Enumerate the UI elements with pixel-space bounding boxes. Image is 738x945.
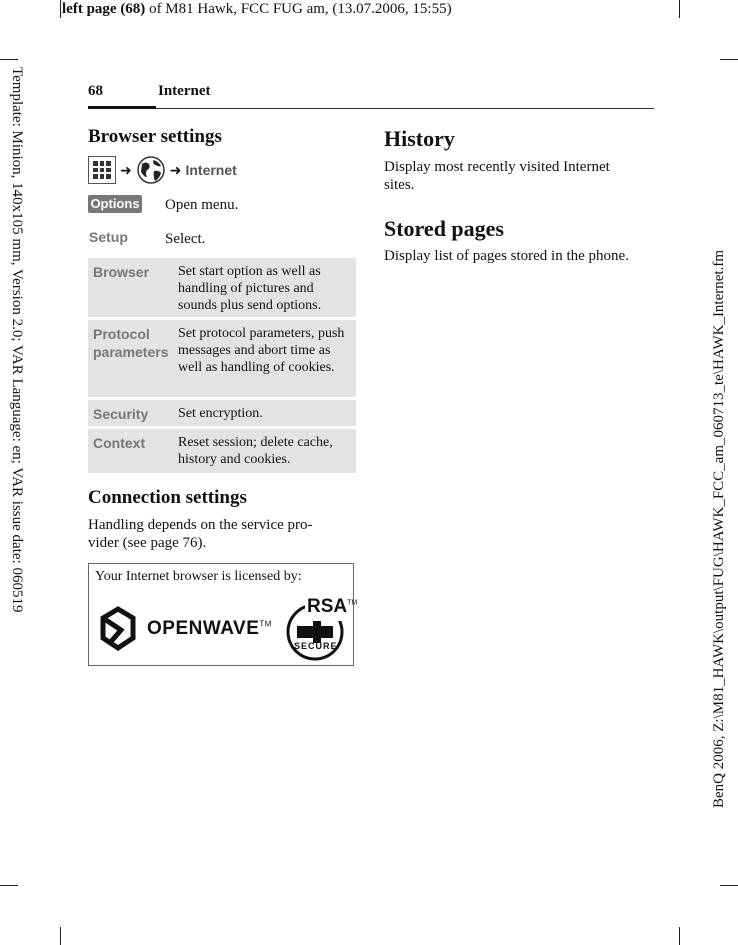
history-heading: History	[384, 126, 455, 151]
page-title: Internet	[158, 83, 211, 99]
crop-mark	[0, 59, 18, 60]
setup-description: Select.	[165, 231, 206, 247]
menu-path	[88, 154, 237, 186]
table-row	[88, 429, 356, 476]
row-description: Set start option as well as handling of pictures and sounds plus send options.	[178, 264, 322, 313]
print-header-info: of M81 Hawk, FCC FUG am, (13.07.2006, 15:55)	[145, 1, 452, 17]
menu-grid-icon	[88, 156, 116, 184]
table-row	[88, 400, 356, 429]
row-description: Reset session; delete cache, history and cookies.	[178, 435, 333, 467]
license-box	[88, 563, 358, 666]
options-description: Open menu.	[165, 197, 239, 213]
crop-mark	[0, 885, 18, 886]
row-label: Browser	[93, 264, 150, 280]
header-rule-accent	[88, 106, 156, 109]
arrow-right-icon: ➜	[169, 161, 182, 178]
row-label: Protocol parameters	[93, 326, 169, 360]
openwave-wordmark: OPENWAVE™	[147, 618, 272, 639]
row-label: Security	[93, 406, 149, 422]
page-number: 68	[88, 83, 103, 99]
arrow-right-icon: ➜	[120, 161, 132, 178]
print-header	[62, 1, 452, 18]
globe-icon	[136, 155, 166, 185]
history-text: Display most recently visited Internet sites.	[384, 159, 610, 193]
table-row	[88, 258, 356, 320]
browser-settings-heading: Browser settings	[88, 126, 222, 147]
template-note-text: Template: Minion, 140x105 mm, Version 2.0; VAR Language: en; VAR issue date: 060519	[9, 67, 25, 613]
crop-mark	[720, 59, 738, 60]
crop-mark	[679, 0, 680, 18]
license-caption: Your Internet browser is licensed by:	[95, 569, 302, 584]
menu-path-target: Internet	[185, 162, 237, 178]
crop-mark	[679, 927, 680, 945]
template-note	[8, 67, 30, 667]
options-softkey: Options	[88, 195, 142, 213]
connection-settings-text: Handling depends on the service pro-vider (see page 76).	[88, 517, 313, 551]
file-path-note-text: BenQ 2006, Z:\M81_HAWK\output\FUG\HAWK_FCC_am_060713_te\HAWK_Internet.fm	[711, 250, 727, 809]
table-row	[88, 320, 356, 400]
openwave-logo-icon	[99, 604, 137, 654]
setup-label: Setup	[89, 229, 128, 245]
browser-settings-table	[88, 258, 356, 476]
stored-pages-heading: Stored pages	[384, 216, 504, 241]
file-path-note	[711, 250, 733, 890]
row-description: Set protocol parameters, push messages and abort time as well as handling of cookies.	[178, 326, 345, 375]
header-rule	[88, 108, 654, 109]
rsa-wordmark: RSA™	[307, 596, 358, 617]
row-label: Context	[93, 435, 146, 451]
print-header-page: left page (68)	[62, 1, 146, 17]
stored-pages-text: Display list of pages stored in the phone.	[384, 248, 629, 264]
crop-mark	[60, 0, 61, 18]
rsa-secure-text: SECURE	[294, 641, 338, 651]
row-description: Set encryption.	[178, 406, 263, 421]
connection-settings-heading: Connection settings	[88, 487, 247, 508]
crop-mark	[60, 927, 61, 945]
